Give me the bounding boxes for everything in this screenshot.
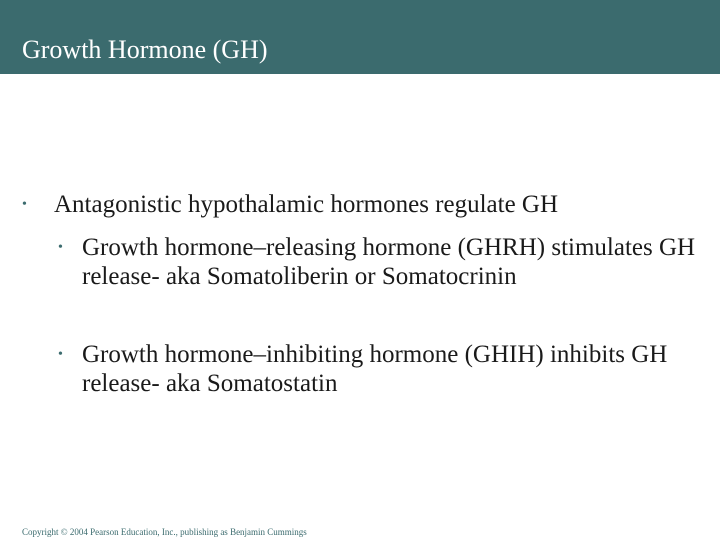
bullet-level2-ghih [58, 340, 698, 398]
slide-title: Growth Hormone (GH) [22, 35, 268, 64]
bullet-text: Growth hormone–inhibiting hormone (GHIH) inhibits GH release- aka Somatostatin [82, 341, 668, 397]
title-bar [0, 0, 720, 74]
bullet-level1 [22, 190, 712, 219]
bullet-icon: • [22, 197, 27, 212]
bullet-text: Antagonistic hypothalamic hormones regulate GH [54, 191, 559, 218]
bullet-icon: • [58, 347, 63, 362]
bullet-text: Growth hormone–releasing hormone (GHRH) stimulates GH release- aka Somatoliberin or Somatocrinin [82, 234, 696, 290]
bullet-level2-ghrh [58, 233, 698, 291]
copyright-notice: Copyright © 2004 Pearson Education, Inc., publishing as Benjamin Cummings [22, 527, 307, 537]
bullet-icon: • [58, 240, 63, 255]
